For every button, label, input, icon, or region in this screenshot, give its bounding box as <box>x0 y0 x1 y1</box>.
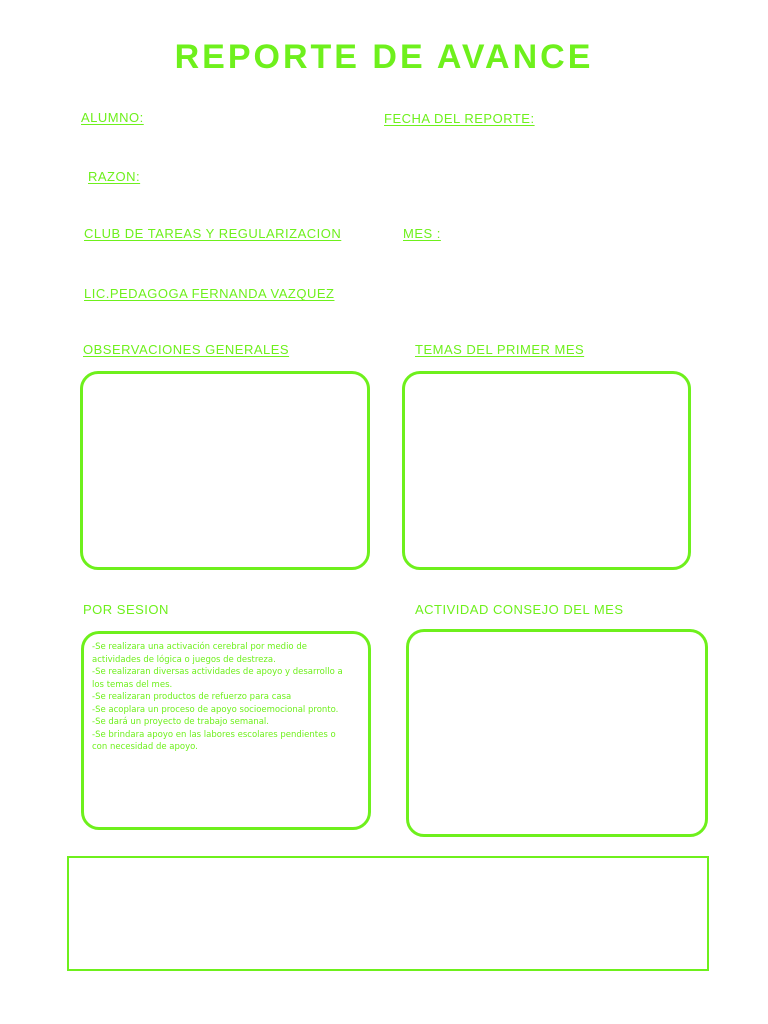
licenciada-label: LIC.PEDAGOGA FERNANDA VAZQUEZ <box>84 286 335 301</box>
note-item: -Se dará un proyecto de trabajo semanal. <box>92 717 269 727</box>
temas-heading: TEMAS DEL PRIMER MES <box>415 342 585 357</box>
page-title: REPORTE DE AVANCE <box>174 38 594 76</box>
temas-box[interactable] <box>402 371 691 570</box>
note-item: -Se realizara una activación cerebral por medio de actividades de lógica o juegos de destreza. <box>92 642 307 665</box>
note-item: -Se acoplara un proceso de apoyo socioemocional pronto. <box>92 704 339 715</box>
por-sesion-heading: POR SESION <box>83 602 169 617</box>
actividad-box[interactable] <box>406 629 708 837</box>
note-item: -Se realizaran productos de refuerzo para casa <box>92 692 292 702</box>
actividad-heading: ACTIVIDAD CONSEJO DEL MES <box>415 602 624 617</box>
note-item: -Se brindara apoyo en las labores escolares pendientes o con necesidad de apoyo. <box>92 729 336 752</box>
footer-box[interactable] <box>67 856 709 971</box>
por-sesion-notes <box>92 641 352 754</box>
razon-label: RAZON: <box>88 169 141 184</box>
observaciones-heading: OBSERVACIONES GENERALES <box>83 342 290 357</box>
alumno-label: ALUMNO: <box>81 110 144 125</box>
fecha-reporte-label: FECHA DEL REPORTE: <box>384 111 535 126</box>
observaciones-box[interactable] <box>80 371 370 570</box>
club-label: CLUB DE TAREAS Y REGULARIZACION <box>84 226 342 241</box>
mes-label: MES : <box>403 226 441 241</box>
note-item: -Se realizaran diversas actividades de apoyo y desarrollo a los temas del mes. <box>92 667 343 690</box>
